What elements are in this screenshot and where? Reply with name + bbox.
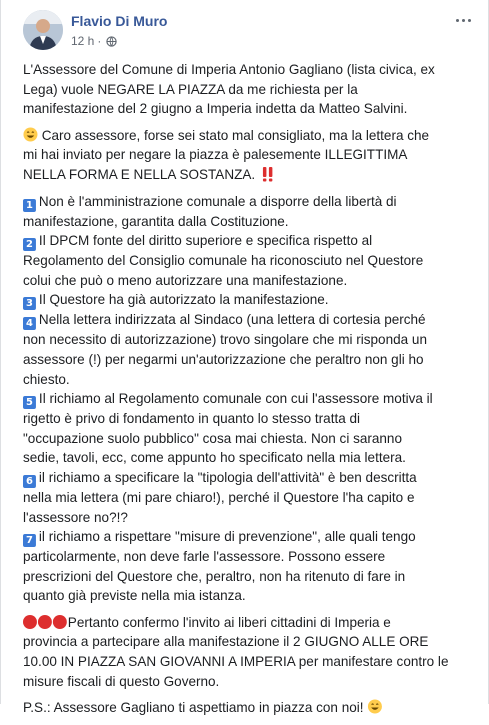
text-line: quanto già previste nella mia istanza. [23,588,246,604]
red-circle-icon [23,615,37,629]
keycap-3-icon: 3 [23,297,36,310]
text-line [23,165,471,185]
paragraph-intro [23,60,473,119]
red-circle-icon [53,615,67,629]
keycap-6-icon: 6 [23,475,36,488]
text-line: manifestazione, garantita dalla Costituzione. [23,213,289,229]
post-time[interactable]: 12 h [71,34,95,48]
text-line-content: P.S.: Assessore Gagliano ti aspettiamo in piazza con noi! [23,700,364,716]
text-line [23,389,471,409]
text-line-content: il richiamo a rispettare "misure di prevenzione", alle quali tengo [38,529,416,545]
text-line [23,698,471,718]
text-line-content: Nella lettera indirizzata al Sindaco (una lettera di cortesia perché [38,312,426,328]
text-line: provincia a partecipare alla manifestazione il 2 GIUGNO ALLE ORE [23,634,429,650]
text-line: Regolamento del Consiglio comunale ha riconosciuto nel Questore [23,253,424,269]
keycap-2-icon: 2 [23,238,36,251]
text-line: assessore (!) per negarmi un'autorizzazione che peraltro non gli ho [23,351,424,367]
text-line: non necessito di autorizzazione) trovo singolare che mi risponda un [23,332,427,348]
text-line [23,468,471,488]
text-line: sedie, tavoli, ecc, come appunto ho specificato nella mia lettera. [23,450,406,466]
text-line: manifestazione del 2 giugno a Imperia indetta da Matteo Salvini. [23,101,408,117]
text-line-content: Pertanto confermo l'invito ai liberi cittadini di Imperia e [67,614,391,630]
text-line: chiesto. [23,371,70,387]
text-line-content: Non è l'amministrazione comunale a disporre della libertà di [38,193,397,209]
keycap-4-icon: 4 [23,317,36,330]
post-body [23,60,473,725]
text-line [23,613,471,633]
text-line: mi hai inviato per negare la piazza è palesemente ILLEGITTIMA [23,147,408,163]
text-line-content: Il Questore ha già autorizzato la manifestazione. [38,292,329,308]
paragraph-points [23,192,473,606]
text-line: rigetto è privo di fondamento in quanto lo stesso tratta di [23,411,361,427]
keycap-7-icon: 7 [23,534,36,547]
text-line: "occupazione suolo pubblico" cosa mai chiesta. Non ci saranno [23,430,402,446]
more-options-icon[interactable] [453,12,473,28]
post-author[interactable]: Flavio Di Muro [71,13,168,29]
text-line [23,310,471,330]
text-line: Lega) vuole NEGARE LA PIAZZA da me richiesta per la [23,81,358,97]
text-line [23,290,471,310]
text-line: L'Assessore del Comune di Imperia Antonio Gagliano (lista civica, ex [23,62,435,77]
globe-icon[interactable] [106,36,117,47]
paragraph-ps [23,698,473,718]
avatar-photo [23,10,63,50]
keycap-5-icon: 5 [23,396,36,409]
keycap-1-icon: 1 [23,199,36,212]
text-line: colui che può o meno autorizzare una manifestazione. [23,272,348,288]
text-line-content: Caro assessore, forse sei stato mal consigliato, ma la lettera che [41,127,430,143]
meta-separator: · [97,34,102,48]
paragraph-invite [23,613,473,691]
text-line: l'assessore no?!? [23,509,128,525]
red-circle-icon [38,615,52,629]
text-line: prescrizioni del Questore che, peraltro, non ha ritenuto di fare in [23,568,406,584]
text-line [23,231,471,251]
text-line-content: Il DPCM fonte del diritto superiore e specifica rispetto al [38,233,373,249]
text-line-content: il richiamo a specificare la "tipologia dell'attività" è ben descritta [38,469,417,485]
paragraph-address [23,126,473,185]
grinning-face-icon [23,127,38,142]
text-line [23,527,471,547]
text-line: particolarmente, non deve farle l'assessore. Possono essere [23,549,386,565]
text-line [23,192,471,212]
post-meta [71,34,117,48]
text-line: 10.00 IN PIAZZA SAN GIOVANNI A IMPERIA per manifestare contro le [23,654,449,670]
text-line-content: NELLA FORMA E NELLA SOSTANZA. [23,166,256,182]
grinning-face-icon [367,699,382,714]
text-line: misure fiscali di questo Governo. [23,673,220,689]
text-line: nella mia lettera (mi pare chiaro!), perché il Questore l'ha capito e [23,489,415,505]
text-line-content: Il richiamo al Regolamento comunale con cui l'assessore motiva il [38,391,433,407]
text-line [23,126,471,146]
double-exclamation-icon [262,166,274,182]
avatar[interactable] [23,10,63,50]
post-header [23,10,473,54]
